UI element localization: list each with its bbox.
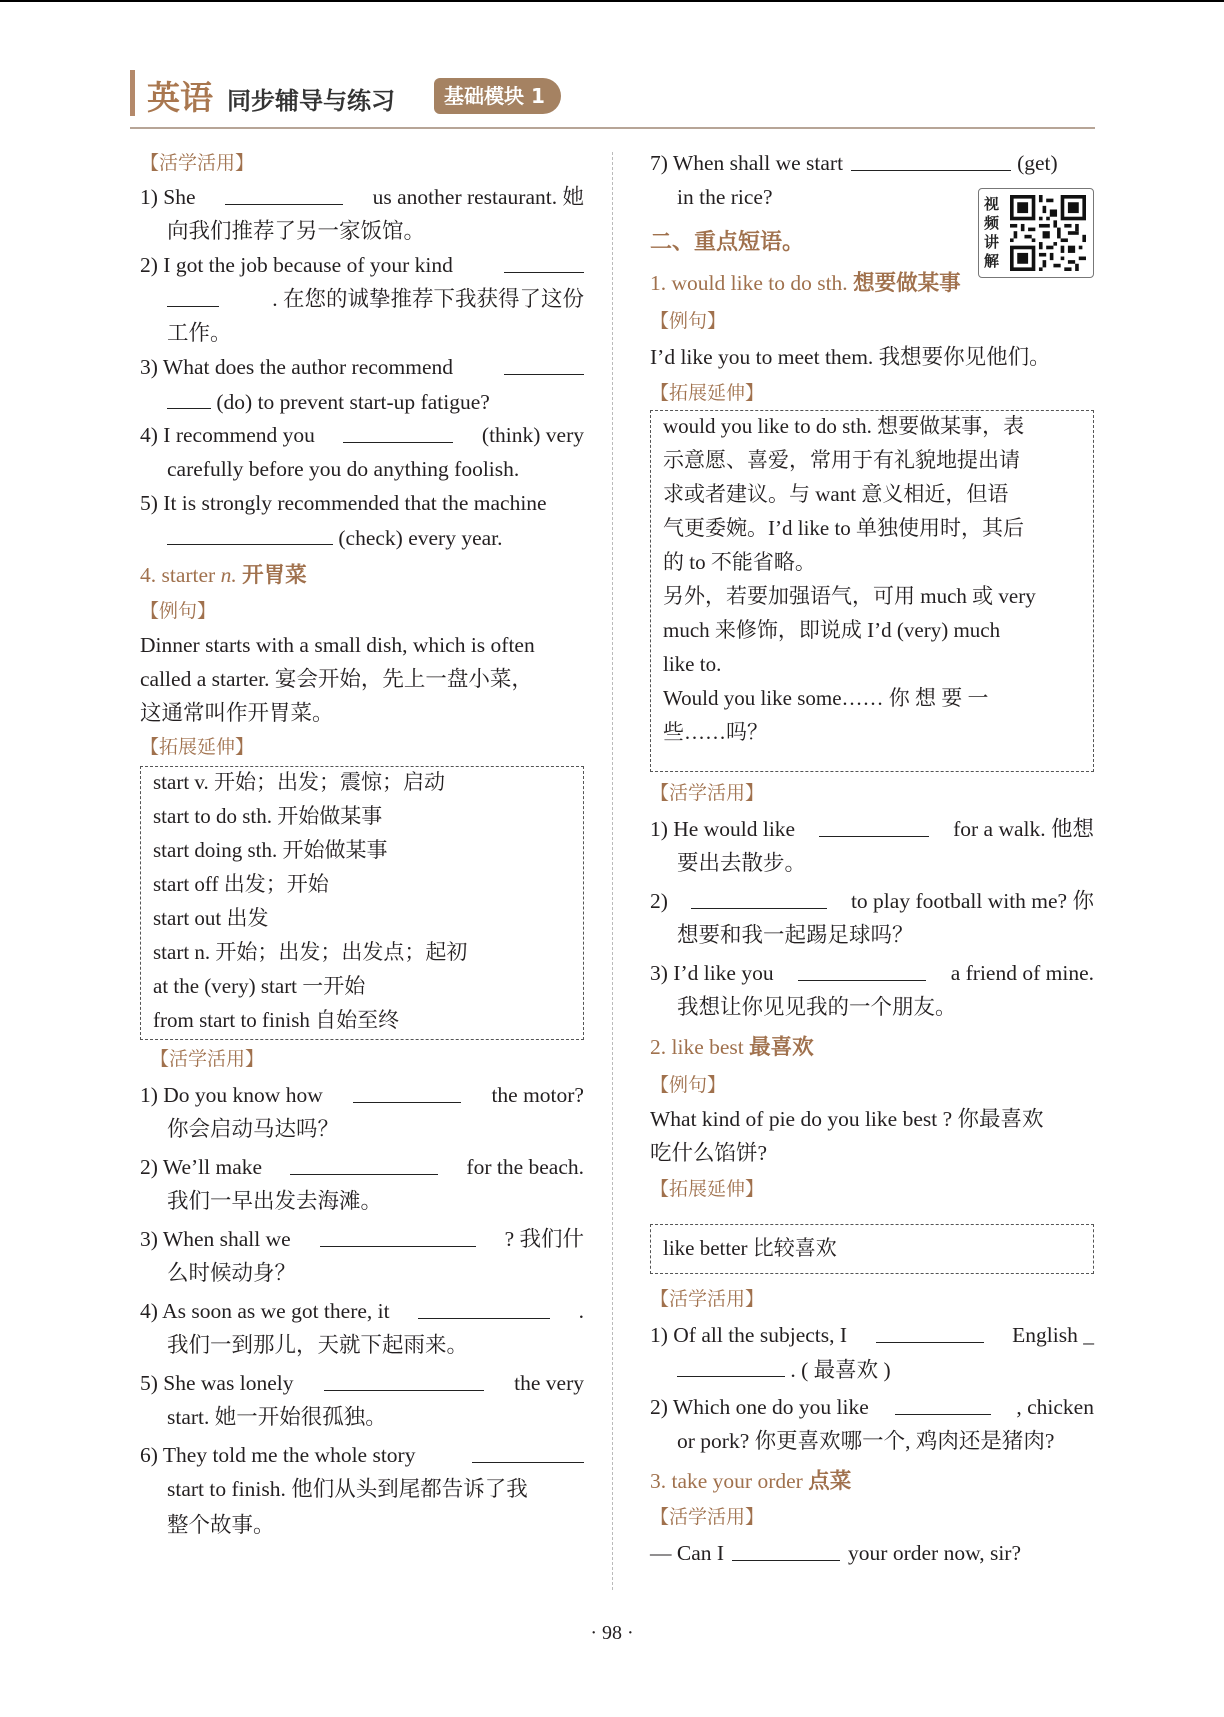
example-text: 吃什么馅饼? [650,1141,768,1165]
answer-blank[interactable] [320,1222,476,1247]
question-text: (check) every year. [338,526,503,550]
answer-blank[interactable] [167,282,219,307]
column-divider [612,152,613,1590]
section-label: 【例句】 [140,600,217,622]
section-label: 【活学活用】 [650,782,765,804]
answer-blank[interactable] [472,1438,584,1463]
answer-blank[interactable] [819,812,929,837]
question-text: or pork? 你更喜欢哪一个, 鸡肉还是猪肉? [677,1429,1055,1453]
example-text: 这通常叫作开胃菜。 [140,701,334,725]
extension-line: like to. [663,652,722,676]
exercise-line [650,146,1094,180]
question-text: the motor? [491,1083,584,1107]
exercise-line [140,418,584,452]
answer-blank[interactable] [504,248,584,273]
exercise-line [650,956,1094,990]
phrase-meaning: 想要做某事 [853,271,961,296]
vocab-meaning: 开胃菜 [242,563,307,588]
question-text: 整个故事。 [167,1513,275,1537]
extension-line: 的 to 不能省略。 [663,550,816,574]
header-badge: 基础模块 1 [434,78,561,114]
section-label: 【拓展延伸】 [140,736,255,758]
question-text: 你会启动马达吗？ [167,1117,340,1141]
question-text: a friend of mine. [950,961,1094,985]
exercise-line [650,884,1094,918]
exercise-line [650,1390,1094,1424]
extension-line: start to do sth. 开始做某事 [153,804,383,828]
question-text: 4) I recommend you [140,423,315,447]
question-text: 2) I got the job because of your kind [140,253,453,277]
extension-line: 气更委婉。I’d like to 单独使用时，其后 [663,516,1025,540]
question-text: — Can I [650,1541,725,1565]
question-text: 3) What does the author recommend [140,355,454,379]
question-text: 7) When shall we start [650,151,844,175]
example-text: called a starter. 宴会开始，先上一盘小菜， [140,667,533,691]
phrase-meaning: 点菜 [808,1469,852,1494]
question-text: English _ [1012,1323,1094,1347]
exercise-line [140,1222,584,1256]
section-label: 【例句】 [650,1074,727,1096]
extension-line: much 来修饰，即说成 I’d (very) much [663,618,1001,642]
extension-line: start doing sth. 开始做某事 [153,838,388,862]
exercise-line [140,1150,584,1184]
exercise-line [650,1318,1094,1352]
question-text: (get) [1017,151,1058,175]
question-text: us another restaurant. 她 [372,185,584,209]
exercise-line [140,180,584,214]
exercise-line [140,248,584,282]
exercise-line [140,1294,584,1328]
answer-blank[interactable] [732,1536,840,1561]
question-text: start to finish. 他们从头到尾都告诉了我 [167,1477,528,1501]
exercise-line [650,1352,1094,1387]
question-text: 我们一早出发去海滩。 [167,1189,383,1213]
question-text: 工作。 [167,321,232,345]
question-text: your order now, sir? [848,1541,1021,1565]
answer-blank[interactable] [167,520,333,545]
answer-blank[interactable] [677,1352,785,1377]
header-title: 同步辅导与练习 [227,87,395,115]
qr-code-icon [1009,195,1087,271]
answer-blank[interactable] [691,884,827,909]
question-text: 我想让你见见我的一个朋友。 [677,995,957,1019]
answer-blank[interactable] [343,418,453,443]
exercise-line [650,812,1094,846]
extension-line: start n. 开始；出发；出发点；起初 [153,940,468,964]
question-text: 3) When shall we [140,1227,291,1251]
extension-line: from start to finish 自始至终 [153,1008,400,1032]
exercise-line [140,282,584,316]
phrase-text: 1. would like to do sth. [650,271,848,295]
header-rule [130,127,1095,129]
question-text: 4) As soon as we got there, it [140,1299,390,1323]
question-text: . ( 最喜欢 ) [790,1358,891,1382]
qr-label: 视频讲解 [984,195,1000,270]
question-text: (do) to prevent start-up fatigue? [216,390,490,414]
question-text: 6) They told me the whole story [140,1443,416,1467]
video-qr-code[interactable] [978,188,1094,278]
question-text: carefully before you do anything foolish. [167,457,520,481]
phrase-text: 3. take your order [650,1469,803,1493]
exercise-line [140,350,584,384]
answer-blank[interactable] [876,1318,984,1343]
example-text: Dinner starts with a small dish, which is often [140,633,535,657]
extension-line: start off 出发；开始 [153,872,329,896]
extension-line: 求或者建议。与 want 意义相近，但语 [663,482,1009,506]
section-label: 【活学活用】 [650,1506,765,1528]
answer-blank[interactable] [504,350,584,375]
extension-line: 示意愿、喜爱，常用于有礼貌地提出请 [663,448,1020,472]
question-text: , chicken [1016,1395,1094,1419]
page-number: · 98 · [590,1622,634,1644]
extension-line: 另外，若要加强语气，可用 much 或 very [663,584,1036,608]
extension-line: at the (very) start 一开始 [153,974,366,998]
phrase-meaning: 最喜欢 [749,1035,814,1060]
question-text: 3) I’d like you [650,961,774,985]
section-label: 【活学活用】 [140,152,255,174]
vocab-pos: n. [220,563,237,587]
question-text: 向我们推荐了另一家饭馆。 [167,219,426,243]
answer-blank[interactable] [290,1150,438,1175]
question-text: for the beach. [466,1155,584,1179]
question-text: . [578,1299,584,1323]
answer-blank[interactable] [851,146,1011,171]
question-text: 么时候动身？ [167,1261,297,1285]
question-text: 1) She [140,185,196,209]
question-text: ? 我们什 [504,1227,584,1251]
extension-line: Would you like some…… 你 想 要 一 [663,686,989,710]
extension-line: like better 比较喜欢 [663,1236,837,1260]
question-text: to play football with me? 你 [850,889,1094,913]
phrase-text: 2. like best [650,1035,744,1059]
question-text: 1) Do you know how [140,1083,323,1107]
extension-line: would you like to do sth. 想要做某事，表 [663,414,1025,438]
exercise-line [140,384,584,419]
question-text: 5) She was lonely [140,1371,294,1395]
answer-blank[interactable] [418,1294,550,1319]
question-text: 1) He would like [650,817,796,841]
extension-box [650,1224,1094,1274]
part-heading: 二、重点短语。 [650,230,805,255]
extension-box [140,766,584,1040]
question-text: 2) We’ll make [140,1155,263,1179]
extension-line: start v. 开始；出发；震惊；启动 [153,770,446,794]
vocab-word: 4. starter [140,563,216,587]
answer-blank[interactable] [225,180,343,205]
section-label: 【活学活用】 [650,1288,765,1310]
answer-blank[interactable] [895,1390,991,1415]
section-label: 【拓展延伸】 [650,1178,765,1200]
vocab-heading [140,558,584,593]
question-text: in the rice? [677,185,773,209]
question-text: start. 她一开始很孤独。 [167,1405,387,1429]
extension-line: start out 出发 [153,906,269,930]
header-subject: 英语 [147,78,213,117]
exercise-line [140,1366,584,1400]
question-text: for a walk. 他想 [953,817,1094,841]
top-border-line [0,0,1224,2]
example-text: I’d like you to meet them. 我想要你见他们。 [650,345,1051,369]
phrase-heading [650,1030,1094,1065]
question-text: 要出去散步。 [677,851,807,875]
question-text: 1) Of all the subjects, I [650,1323,848,1347]
answer-blank[interactable] [167,384,211,409]
answer-blank[interactable] [324,1366,484,1391]
exercise-line [650,1536,1094,1570]
answer-blank[interactable] [798,956,926,981]
question-text: (think) very [481,423,584,447]
question-text: 2) Which one do you like [650,1395,869,1419]
extension-box [650,410,1094,772]
answer-blank[interactable] [353,1078,461,1103]
question-text: . 在您的诚挚推荐下我获得了这份 [272,287,584,311]
section-label: 【活学活用】 [150,1048,265,1070]
header-accent-bar [130,70,135,116]
question-text: 5) It is strongly recommended that the machine [140,491,547,515]
question-text: 2) [650,889,668,913]
question-text: 我们一到那儿，天就下起雨来。 [167,1333,469,1357]
exercise-line [140,520,584,555]
question-text: 想要和我一起踢足球吗？ [677,923,914,947]
section-label: 【例句】 [650,310,727,332]
example-text: What kind of pie do you like best ? 你最喜欢 [650,1107,1044,1131]
phrase-heading [650,1464,1094,1499]
section-label: 【拓展延伸】 [650,382,765,404]
extension-line: 些……吗？ [663,720,768,744]
question-text: the very [514,1371,584,1395]
exercise-line [140,1438,584,1472]
exercise-line [140,1078,584,1112]
